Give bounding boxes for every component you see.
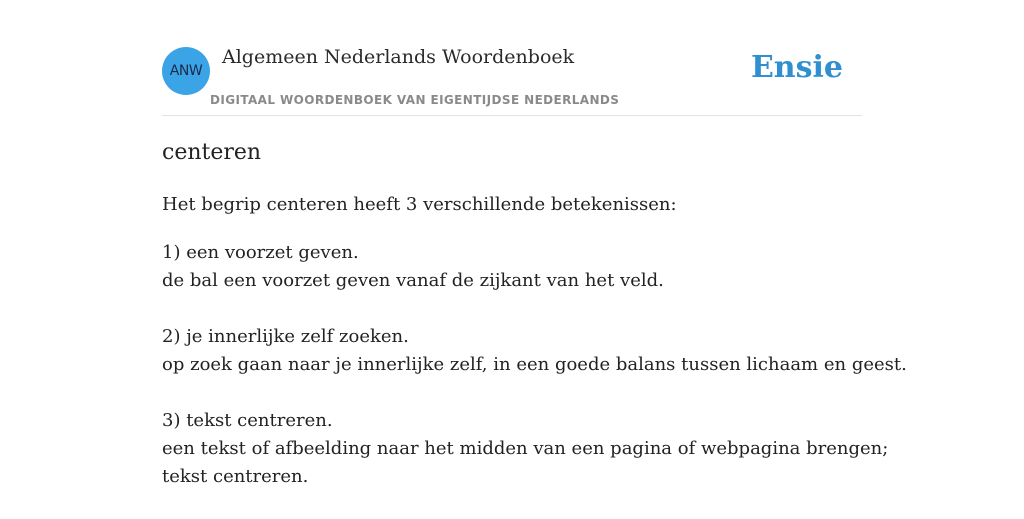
site-subtitle: DIGITAAL WOORDENBOEK VAN EIGENTIJDSE NEDERLANDS bbox=[210, 93, 620, 107]
site-title[interactable]: Algemeen Nederlands Woordenboek bbox=[222, 46, 575, 68]
meaning-item bbox=[162, 239, 862, 295]
anw-logo[interactable] bbox=[162, 47, 210, 95]
meaning-description: een tekst of afbeelding naar het midden van een pagina of webpagina brengen; bbox=[162, 438, 889, 459]
meaning-heading: 2) je innerlijke zelf zoeken. bbox=[162, 326, 409, 347]
site-header bbox=[162, 0, 862, 116]
entry-word: centeren bbox=[162, 140, 262, 165]
entry-intro: Het begrip centeren heeft 3 verschillende betekenissen: bbox=[162, 194, 677, 215]
meaning-heading: 3) tekst centreren. bbox=[162, 410, 333, 431]
meaning-description: tekst centreren. bbox=[162, 466, 309, 487]
ensie-brand-link[interactable]: Ensie bbox=[750, 50, 843, 85]
meaning-item bbox=[162, 323, 907, 379]
logo-text: ANW bbox=[169, 63, 203, 79]
page bbox=[162, 0, 907, 512]
meaning-item bbox=[162, 407, 889, 491]
meaning-description: op zoek gaan naar je innerlijke zelf, in een goede balans tussen lichaam en geest. bbox=[162, 354, 907, 375]
meanings-list bbox=[162, 239, 907, 519]
meaning-heading: 1) een voorzet geven. bbox=[162, 242, 359, 263]
meaning-description: de bal een voorzet geven vanaf de zijkant van het veld. bbox=[162, 270, 664, 291]
